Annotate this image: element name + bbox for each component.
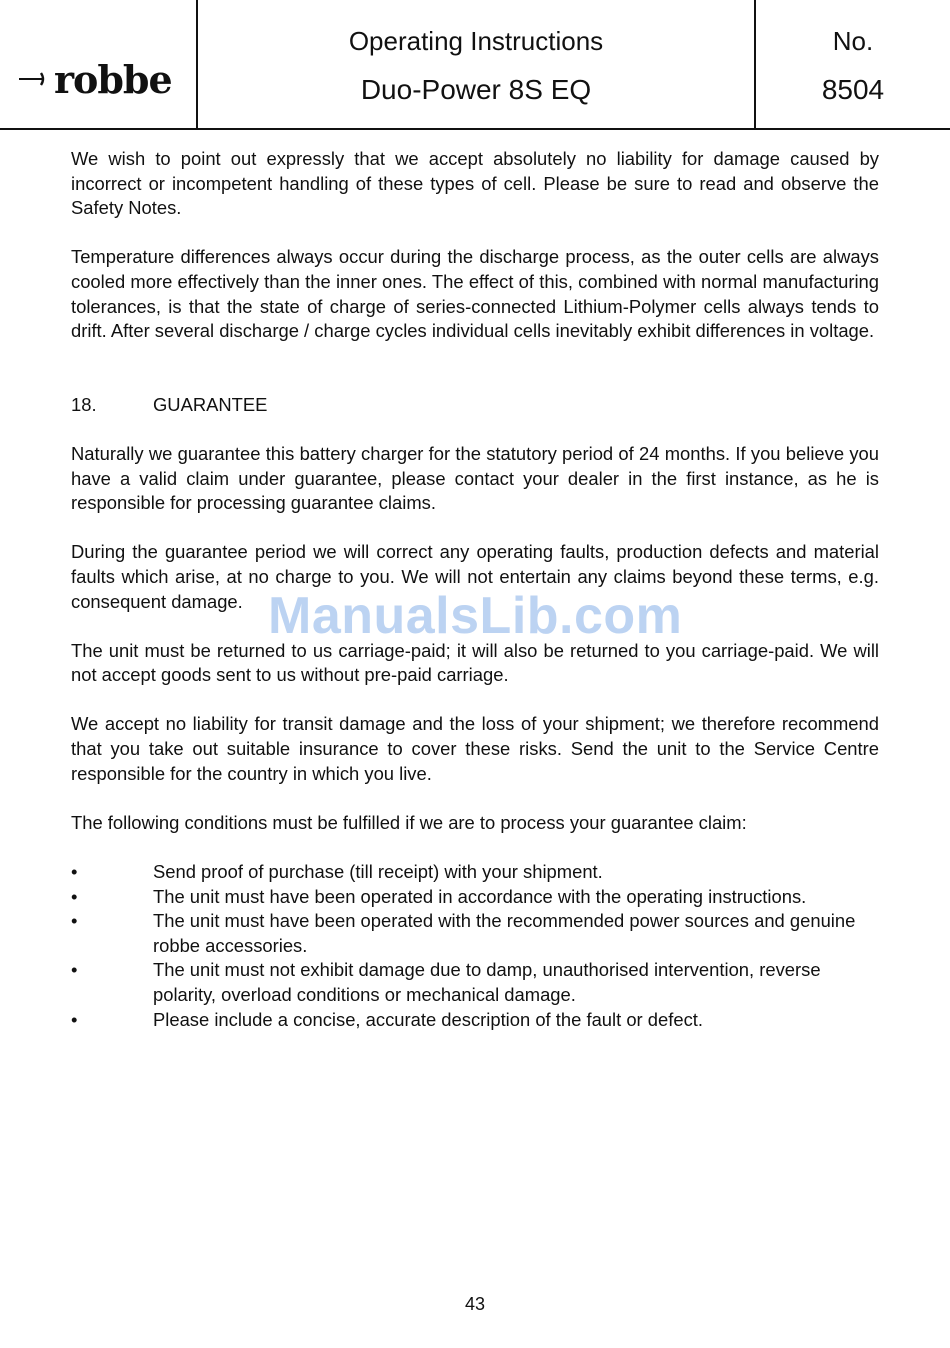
guarantee-paragraph: The unit must be returned to us carriage-paid; it will also be returned to you carriage-paid. We will not accept goods sent to us without pre-paid carriage. [71, 639, 879, 686]
bullet-marker: • [71, 861, 78, 883]
list-item [71, 885, 879, 910]
number-value: 8504 [821, 74, 885, 105]
number-cell [756, 0, 950, 128]
conditions-list [71, 860, 879, 1032]
list-item [71, 1008, 879, 1033]
guarantee-paragraph: The following conditions must be fulfilled if we are to process your guarantee claim: [71, 811, 747, 833]
page-number: 43 [464, 1294, 486, 1314]
number-label: No. [832, 26, 874, 56]
brand-logo: robbe [54, 57, 172, 102]
intro-paragraph: We wish to point out expressly that we accept absolutely no liability for damage caused by incorrect or incompetent handling of these types of cell. Please be sure to read and observe the Safety Notes. [71, 148, 879, 219]
section-title: GUARANTEE [153, 393, 268, 415]
list-item [71, 958, 879, 1007]
list-item [71, 860, 879, 885]
list-item-text: The unit must have been operated with the recommended power sources and genuine robbe accessories. [153, 910, 856, 956]
logo-cell [0, 0, 198, 128]
guarantee-paragraph: During the guarantee period we will correct any operating faults, production defects and material faults which arise, at no charge to you. We will not entertain any claims beyond these terms, e.g. consequent damage. [71, 541, 879, 612]
document-type: Operating Instructions [348, 26, 604, 56]
section-heading [71, 393, 879, 418]
arrow-icon [19, 72, 49, 86]
document-title: Duo-Power 8S EQ [360, 74, 592, 105]
list-item-text: Send proof of purchase (till receipt) with your shipment. [153, 861, 603, 883]
list-item-text: The unit must have been operated in accordance with the operating instructions. [153, 885, 807, 907]
bullet-marker: • [71, 959, 78, 981]
page-body [71, 147, 879, 1032]
title-cell [198, 0, 756, 128]
section-number: 18. [71, 393, 97, 415]
list-item-text: Please include a concise, accurate description of the fault or defect. [153, 1008, 703, 1030]
list-item-text: The unit must not exhibit damage due to damp, unauthorised intervention, reverse polarity, overload conditions or mechanical damage. [153, 959, 821, 1005]
watermark: ManualsLib.com [268, 587, 683, 645]
bullet-marker: • [71, 1008, 78, 1030]
bullet-marker: • [71, 910, 78, 932]
list-item [71, 909, 879, 958]
bullet-marker: • [71, 885, 78, 907]
intro-paragraph: Temperature differences always occur during the discharge process, as the outer cells are always cooled more effectively than the inner ones. The effect of this, combined with normal manufacturing tolerances, is that the state of charge of series-connected Lithium-Polymer cells always tends to drift. After several discharge / charge cycles individual cells inevitably exhibit differences in voltage. [71, 246, 879, 342]
guarantee-paragraph: Naturally we guarantee this battery charger for the statutory period of 24 months. If you believe you have a valid claim under guarantee, please contact your dealer in the first instance, as he is responsible for processing guarantee claims. [71, 442, 879, 514]
guarantee-paragraph: We accept no liability for transit damage and the loss of your shipment; we therefore recommend that you take out suitable insurance to cover these risks. Send the unit to the Service Centre responsible for the country in which you live. [71, 713, 879, 784]
document-header [0, 0, 950, 130]
